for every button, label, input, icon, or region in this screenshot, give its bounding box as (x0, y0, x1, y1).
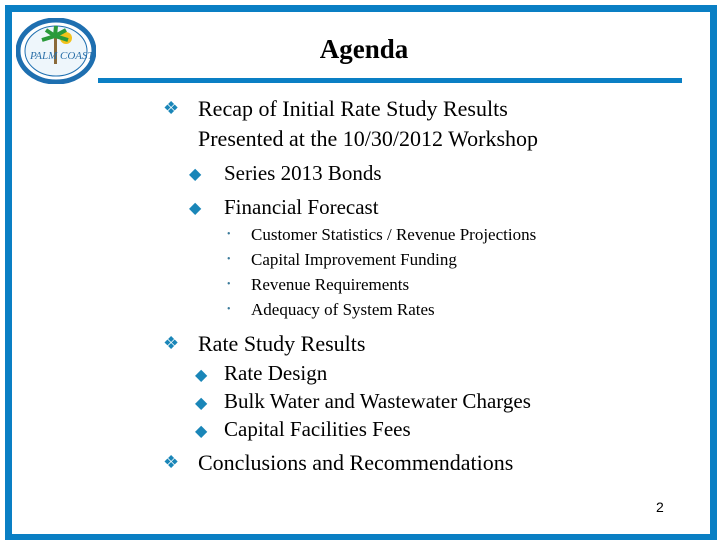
diamond-bullet-icon: ◆ (189, 166, 202, 183)
diamond-bullet-icon: ❖ (163, 98, 180, 118)
agenda-subitem: Financial Forecast (224, 195, 379, 219)
diamond-bullet-icon: ◆ (195, 395, 208, 412)
agenda-subsubitem: Customer Statistics / Revenue Projections (251, 225, 537, 244)
svg-text:PALM: PALM (30, 50, 58, 62)
agenda-subsubitem: Revenue Requirements (251, 275, 410, 294)
agenda-item: Conclusions and Recommendations (198, 450, 514, 475)
svg-text:COAST: COAST (60, 50, 94, 62)
dot-bullet-icon: • (227, 229, 231, 240)
agenda-subitem: Capital Facilities Fees (224, 417, 411, 441)
diamond-bullet-icon: ◆ (189, 200, 202, 217)
agenda-subitem: Rate Design (224, 361, 328, 385)
agenda-item: Rate Study Results (198, 331, 366, 356)
diamond-bullet-icon: ◆ (195, 423, 208, 440)
agenda-item: Recap of Initial Rate Study Results (198, 96, 508, 121)
agenda-subitem: Bulk Water and Wastewater Charges (224, 389, 531, 413)
diamond-bullet-icon: ◆ (195, 367, 208, 384)
dot-bullet-icon: • (227, 254, 231, 265)
dot-bullet-icon: • (227, 304, 231, 315)
agenda-subsubitem: Capital Improvement Funding (251, 250, 457, 269)
diamond-bullet-icon: ❖ (163, 452, 180, 472)
agenda-subitem: Series 2013 Bonds (224, 161, 382, 185)
agenda-subsubitem: Adequacy of System Rates (251, 300, 435, 319)
dot-bullet-icon: • (227, 279, 231, 290)
agenda-item-cont: Presented at the 10/30/2012 Workshop (198, 126, 539, 151)
title-rule (98, 78, 682, 83)
diamond-bullet-icon: ❖ (163, 333, 180, 353)
slide-title: Agenda (319, 34, 409, 64)
page-number: 2 (656, 499, 664, 515)
